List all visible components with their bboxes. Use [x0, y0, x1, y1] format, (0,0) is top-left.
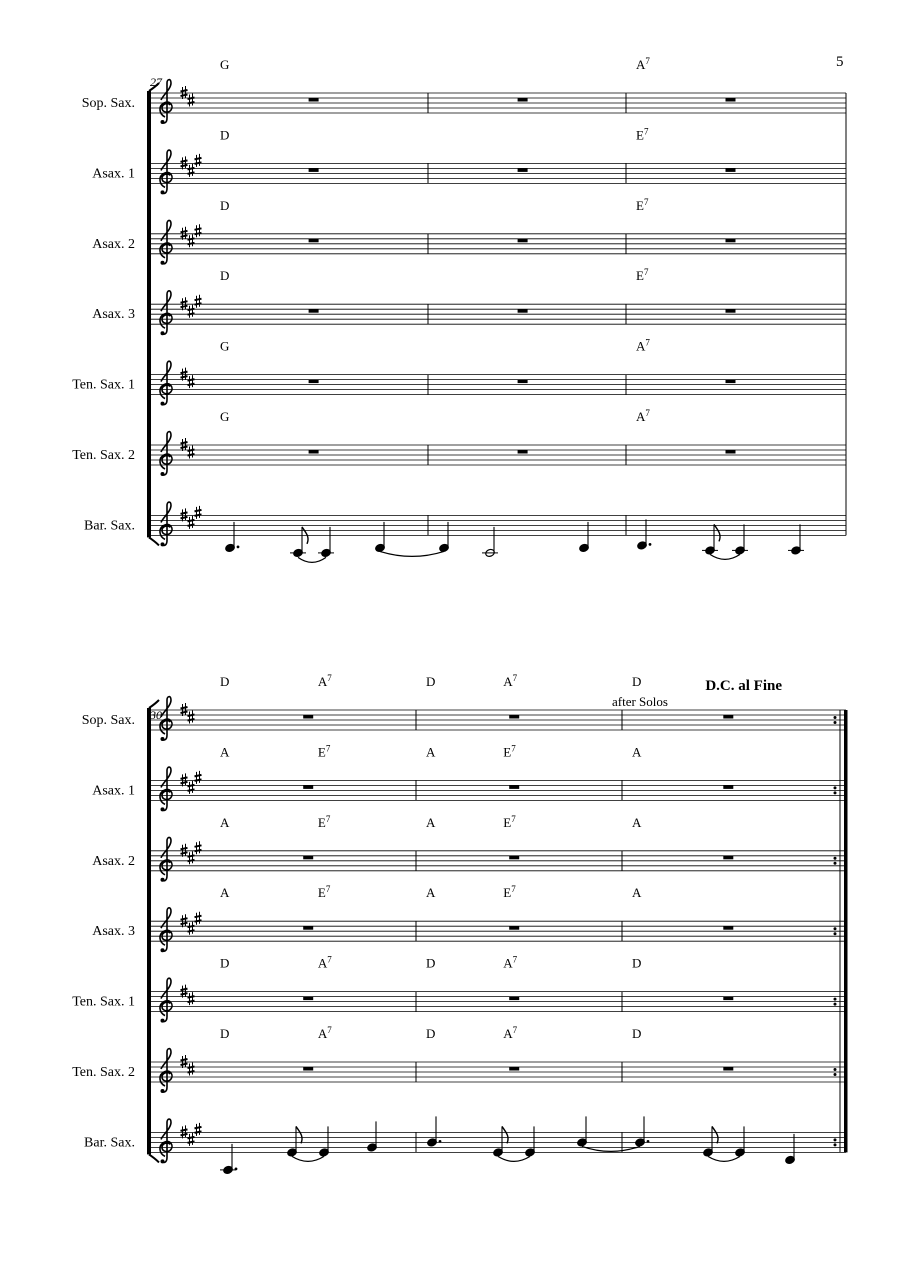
instrument-label: Bar. Sax.: [84, 1135, 135, 1151]
treble-clef-icon: [160, 1049, 172, 1093]
chord-symbol: D: [220, 127, 230, 143]
chord-symbol: D: [220, 955, 230, 971]
repeat-dot: [834, 786, 837, 789]
sharp-icon: [181, 985, 188, 998]
bari-note: [788, 524, 804, 555]
sharp-icon: [188, 94, 195, 107]
bari-note: [439, 522, 450, 553]
treble-clef-icon: [160, 908, 172, 952]
repeat-dot: [834, 1003, 837, 1006]
chord-symbol: $E^7$: [503, 884, 516, 901]
chord-symbol: $E^7$: [317, 813, 331, 830]
chord-symbol: D: [632, 674, 642, 689]
bari-note: [375, 522, 386, 553]
whole-rest: [518, 168, 528, 172]
whole-rest: [723, 856, 733, 860]
chord-symbol: G: [220, 409, 230, 424]
instrument-label: Asax. 2: [92, 853, 135, 869]
sharp-icon: [188, 711, 195, 724]
sharp-icon: [181, 297, 188, 310]
chord-symbol: $E^7$: [503, 813, 516, 830]
repeat-dot: [834, 932, 837, 935]
bari-note: [427, 1116, 442, 1147]
whole-rest: [303, 926, 313, 930]
tie: [498, 1156, 530, 1161]
chord-symbol: $A^7$: [503, 673, 518, 689]
instrument-label: Asax. 1: [92, 166, 135, 182]
whole-rest: [303, 715, 313, 719]
whole-rest: [518, 98, 528, 102]
staff: [151, 921, 846, 941]
sharp-icon: [195, 295, 202, 308]
whole-rest: [723, 785, 733, 789]
chord-symbol: D: [426, 1026, 436, 1041]
repeat-dot: [834, 857, 837, 860]
sharp-icon: [195, 771, 202, 784]
bari-note: [225, 522, 240, 553]
chord-symbol: D: [220, 674, 230, 689]
sharp-icon: [181, 86, 188, 99]
instrument-label: Ten. Sax. 2: [72, 1065, 135, 1080]
treble-clef-icon: [160, 502, 172, 546]
staff: [151, 851, 846, 871]
bari-note: [785, 1134, 796, 1165]
bari-note: [367, 1121, 378, 1152]
sharp-icon: [181, 438, 188, 451]
whole-rest: [726, 380, 736, 384]
chord-symbol: A: [426, 744, 436, 760]
sharp-icon: [181, 1125, 188, 1138]
repeat-dot: [834, 1138, 837, 1141]
bari-note: [579, 522, 590, 553]
staff: [151, 234, 846, 254]
sharp-icon: [188, 922, 195, 935]
sharp-icon: [188, 851, 195, 864]
treble-clef-icon: [160, 767, 172, 811]
repeat-dot: [834, 721, 837, 724]
sharp-icon: [181, 914, 188, 927]
whole-rest: [509, 715, 519, 719]
chord-symbol: D: [632, 1026, 642, 1041]
bari-note: [482, 527, 498, 558]
sharp-icon: [195, 912, 202, 925]
sharp-icon: [188, 992, 195, 1005]
instrument-label: Ten. Sax. 1: [72, 377, 135, 393]
repeat-dot: [834, 716, 837, 719]
sharp-icon: [181, 227, 188, 240]
repeat-dot: [834, 791, 837, 794]
instrument-label: Ten. Sax. 2: [72, 448, 135, 463]
staff: [151, 515, 846, 535]
dc-al-fine-directive: D.C. al Fine: [705, 678, 782, 694]
bracket-bottom-hook: [149, 537, 159, 545]
whole-rest: [309, 380, 319, 384]
whole-rest: [726, 450, 736, 454]
bari-note: [318, 527, 334, 558]
sharp-icon: [188, 781, 195, 794]
whole-rest: [518, 450, 528, 454]
staff: [151, 710, 846, 730]
sharp-icon: [188, 234, 195, 247]
whole-rest: [726, 168, 736, 172]
instrument-label: Asax. 3: [92, 924, 135, 940]
instrument-label: Ten. Sax. 1: [72, 994, 135, 1010]
instrument-label: Sop. Sax.: [81, 713, 135, 728]
treble-clef-icon: [160, 361, 172, 405]
chord-symbol: A: [220, 814, 230, 830]
sharp-icon: [188, 164, 195, 177]
sharp-icon: [181, 508, 188, 521]
chord-symbol: D: [220, 197, 230, 213]
measure-number: 30: [150, 708, 162, 722]
chord-symbol: $A^7$: [636, 56, 650, 72]
sharp-icon: [181, 368, 188, 381]
sharp-icon: [188, 375, 195, 388]
staff: [151, 93, 846, 113]
whole-rest: [723, 1067, 733, 1071]
chord-symbol: D: [220, 1026, 230, 1041]
sharp-icon: [195, 841, 202, 854]
bari-note: [220, 1144, 237, 1175]
whole-rest: [518, 309, 528, 313]
instrument-label: Asax. 3: [92, 307, 135, 323]
whole-rest: [726, 239, 736, 243]
bracket-top-hook: [149, 700, 159, 708]
treble-clef-icon: [160, 837, 172, 881]
chord-symbol: $E^7$: [503, 743, 516, 760]
chord-symbol: $E^7$: [636, 196, 649, 213]
repeat-dot: [834, 998, 837, 1001]
chord-symbol: A: [632, 814, 642, 830]
chord-symbol: $E^7$: [317, 743, 331, 760]
tie: [708, 1156, 740, 1161]
chord-symbol: A: [426, 885, 436, 901]
whole-rest: [509, 785, 519, 789]
chord-symbol: $A^7$: [636, 337, 650, 354]
system-bracket: [147, 708, 151, 1154]
instrument-label: Asax. 2: [92, 236, 135, 252]
sharp-icon: [188, 305, 195, 318]
whole-rest: [309, 450, 319, 454]
treble-clef-icon: [160, 978, 172, 1022]
staff: [151, 992, 846, 1012]
tie: [298, 557, 326, 562]
whole-rest: [723, 997, 733, 1001]
chord-symbol: $A^7$: [503, 1025, 518, 1041]
sharp-icon: [181, 773, 188, 786]
bracket-bottom-hook: [149, 1154, 159, 1162]
whole-rest: [303, 1067, 313, 1071]
chord-symbol: $A^7$: [636, 408, 650, 424]
chord-symbol: A: [220, 744, 230, 760]
whole-rest: [309, 168, 319, 172]
repeat-dot: [834, 862, 837, 865]
sharp-icon: [188, 1133, 195, 1146]
sharp-icon: [181, 703, 188, 716]
whole-rest: [509, 1067, 519, 1071]
chord-symbol: G: [220, 57, 230, 72]
chord-symbol: A: [632, 744, 642, 760]
sharp-icon: [188, 446, 195, 459]
chord-symbol: $E^7$: [636, 267, 649, 284]
whole-rest: [303, 856, 313, 860]
whole-rest: [509, 856, 519, 860]
chord-symbol: D: [632, 955, 642, 971]
whole-rest: [303, 785, 313, 789]
treble-clef-icon: [160, 150, 172, 194]
whole-rest: [509, 997, 519, 1001]
sharp-icon: [181, 1055, 188, 1068]
system-bracket: [147, 91, 151, 537]
chord-symbol: D: [426, 955, 436, 971]
bari-note: [319, 1126, 330, 1157]
treble-clef-icon: [160, 1119, 172, 1163]
whole-rest: [726, 98, 736, 102]
after-solos-text: after Solos: [612, 694, 668, 709]
page-number: 5: [836, 54, 844, 70]
chord-symbol: D: [220, 268, 230, 284]
repeat-dot: [834, 1068, 837, 1071]
final-barline-thick: [844, 710, 848, 1152]
chord-symbol: $E^7$: [636, 126, 649, 143]
chord-symbol: $A^7$: [503, 954, 518, 971]
repeat-dot: [834, 927, 837, 930]
whole-rest: [309, 309, 319, 313]
bari-note: [637, 519, 652, 550]
bari-note: [290, 527, 308, 558]
sharp-icon: [195, 224, 202, 237]
whole-rest: [518, 239, 528, 243]
staff: [151, 445, 846, 465]
staff: [151, 780, 846, 800]
chord-symbol: A: [426, 814, 436, 830]
chord-symbol: A: [632, 885, 642, 901]
instrument-label: Asax. 1: [92, 783, 135, 799]
sharp-icon: [181, 844, 188, 857]
bari-note: [635, 1116, 650, 1147]
tie: [292, 1156, 324, 1161]
sharp-icon: [195, 1123, 202, 1136]
repeat-dot: [834, 1143, 837, 1146]
tie: [710, 554, 740, 559]
staff: [151, 375, 846, 395]
whole-rest: [509, 926, 519, 930]
treble-clef-icon: [160, 220, 172, 264]
treble-clef-icon: [160, 291, 172, 335]
whole-rest: [518, 380, 528, 384]
staff: [151, 304, 846, 324]
chord-symbol: D: [426, 674, 436, 689]
sharp-icon: [195, 154, 202, 167]
sharp-icon: [188, 1063, 195, 1076]
repeat-dot: [834, 1073, 837, 1076]
treble-clef-icon: [160, 432, 172, 476]
bari-note: [732, 524, 748, 555]
bari-note: [577, 1116, 588, 1147]
chord-symbol: $A^7$: [317, 673, 332, 689]
sharp-icon: [195, 506, 202, 519]
whole-rest: [309, 239, 319, 243]
instrument-label: Bar. Sax.: [84, 518, 135, 534]
whole-rest: [726, 309, 736, 313]
chord-symbol: $A^7$: [317, 1025, 332, 1041]
whole-rest: [309, 98, 319, 102]
whole-rest: [723, 715, 733, 719]
whole-rest: [303, 997, 313, 1001]
bari-note: [702, 524, 720, 555]
chord-symbol: A: [220, 885, 230, 901]
bari-note: [735, 1126, 746, 1157]
whole-rest: [723, 926, 733, 930]
chord-symbol: $A^7$: [317, 954, 332, 971]
tie: [380, 551, 444, 556]
chord-symbol: $E^7$: [317, 884, 331, 901]
staff: [151, 1062, 846, 1082]
sharp-icon: [181, 156, 188, 169]
measure-number: 27: [150, 75, 162, 89]
staff: [151, 163, 846, 183]
bari-note: [525, 1126, 536, 1157]
instrument-label: Sop. Sax.: [81, 96, 135, 111]
chord-symbol: G: [220, 338, 230, 354]
sharp-icon: [188, 516, 195, 529]
